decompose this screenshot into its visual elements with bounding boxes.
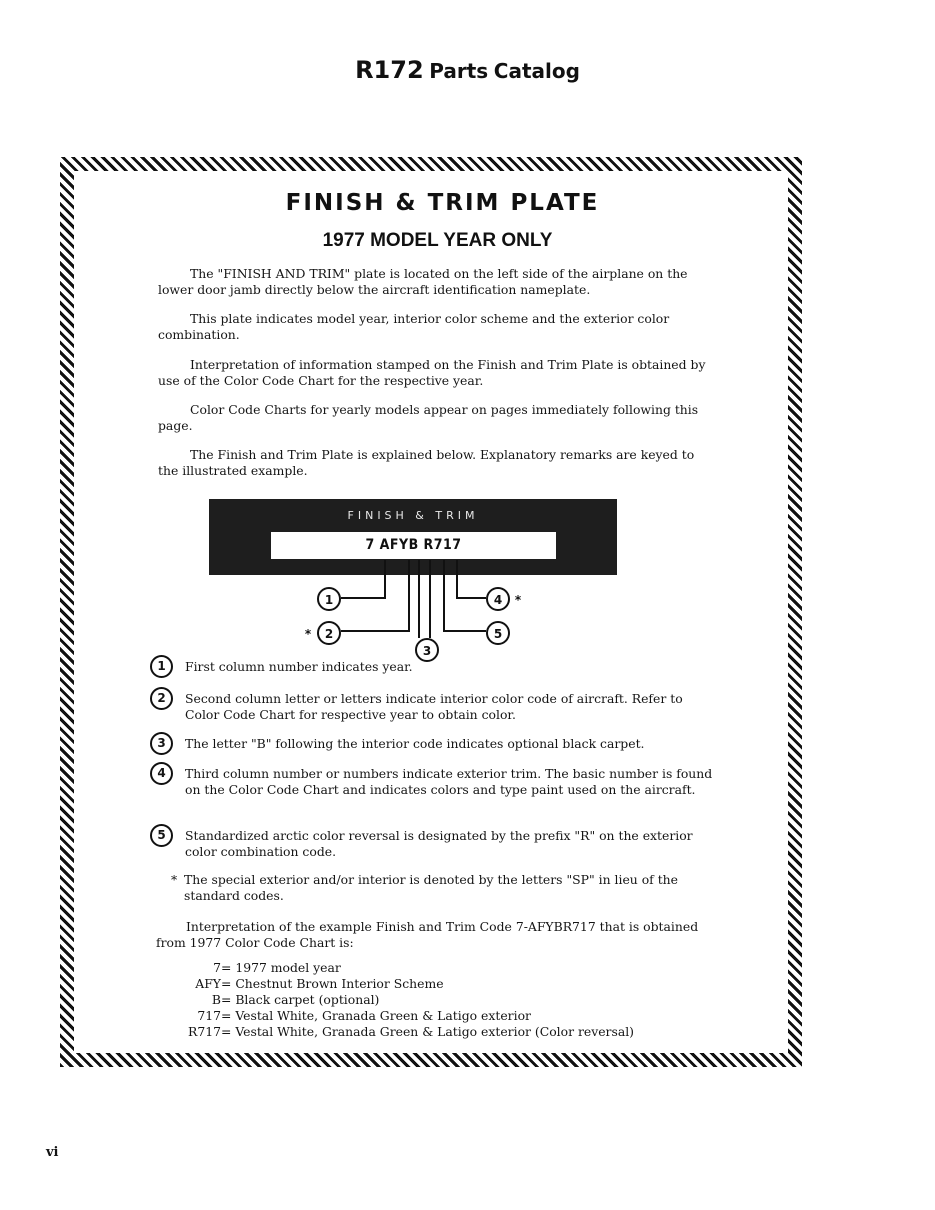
note-text: The special exterior and/or interior is denoted by the letters "SP" in lieu of the standard codes. — [184, 872, 678, 903]
paragraph-location: The "FINISH AND TRIM" plate is located on the left side of the airplane on the lower door jamb directly below the aircraft identification nameplate. — [158, 266, 688, 297]
callout-leader-2 — [341, 560, 409, 631]
plate-code-window: 7 AFYB R717 — [271, 532, 556, 559]
callout-leader-5 — [444, 560, 486, 631]
legend-desc: = 1977 model year — [221, 960, 341, 975]
legend-desc: = Chestnut Brown Interior Scheme — [221, 976, 444, 991]
page-subtitle: 1977 MODEL YEAR ONLY — [322, 230, 553, 251]
callout-number-3: 3 — [422, 644, 432, 658]
legend-desc: = Black carpet (optional) — [221, 992, 380, 1007]
legend-code: B — [211, 992, 221, 1007]
legend-code: 7 — [213, 960, 221, 975]
paragraph-color-charts: Color Code Charts for yearly models appear on pages immediately following this page. — [158, 402, 699, 433]
explanation-text-2: Second column letter or letters indicate interior color code of aircraft. Refer to Color Code Chart for respective year to obtain color. — [185, 691, 683, 722]
callout-number-2: 2 — [324, 627, 334, 641]
paragraph-indicates: This plate indicates model year, interior color scheme and the exterior color combination. — [158, 311, 670, 342]
note-star: * — [171, 872, 178, 887]
explanation-number-1: 1 — [150, 655, 173, 678]
explanation-text-3: The letter "B" following the interior code indicates optional black carpet. — [185, 736, 645, 751]
explanation-number-3: 3 — [150, 732, 173, 755]
interpretation-paragraph: Interpretation of the example Finish and Trim Code 7-AFYBR717 that is obtained from 1977 Color Code Chart is: — [156, 919, 699, 950]
page-number: vi — [46, 1145, 59, 1160]
explanation-number-5: 5 — [150, 824, 173, 847]
legend-desc: = Vestal White, Granada Green & Latigo exterior — [221, 1008, 531, 1023]
header-word-parts: Parts — [429, 59, 489, 83]
legend-code: AFY — [195, 976, 221, 991]
callout-star-2: * — [304, 627, 312, 641]
page-title: FINISH & TRIM PLATE — [285, 190, 600, 216]
legend-code: 717 — [197, 1008, 221, 1023]
paragraph-interpretation: Interpretation of information stamped on the Finish and Trim Plate is obtained by use of the Color Code Chart for the respective year. — [158, 357, 706, 388]
header-code: R172 — [355, 56, 424, 84]
plate-heading: FINISH & TRIM — [347, 509, 479, 522]
legend-desc: = Vestal White, Granada Green & Latigo exterior (Color reversal) — [221, 1024, 635, 1039]
callout-number-5: 5 — [493, 627, 503, 641]
callout-number-4: 4 — [493, 593, 503, 607]
explanation-text-4: Third column number or numbers indicate exterior trim. The basic number is found on the Color Code Chart and indicates colors and type paint used on the aircraft. — [185, 766, 713, 797]
legend-code: R717 — [188, 1024, 221, 1039]
header-word-catalog: Catalog — [493, 59, 580, 83]
callout-leader-1 — [341, 560, 385, 598]
callout-star-4: * — [514, 593, 522, 607]
explanation-number-2: 2 — [150, 687, 173, 710]
callout-number-1: 1 — [324, 593, 334, 607]
callout-leader-4 — [457, 560, 486, 598]
paragraph-explained: The Finish and Trim Plate is explained below. Explanatory remarks are keyed to the illustrated example. — [158, 447, 695, 478]
explanation-text-1: First column number indicates year. — [185, 659, 413, 674]
explanation-text-5: Standardized arctic color reversal is designated by the prefix "R" on the exterior color combination code. — [185, 828, 693, 859]
explanation-number-4: 4 — [150, 762, 173, 785]
